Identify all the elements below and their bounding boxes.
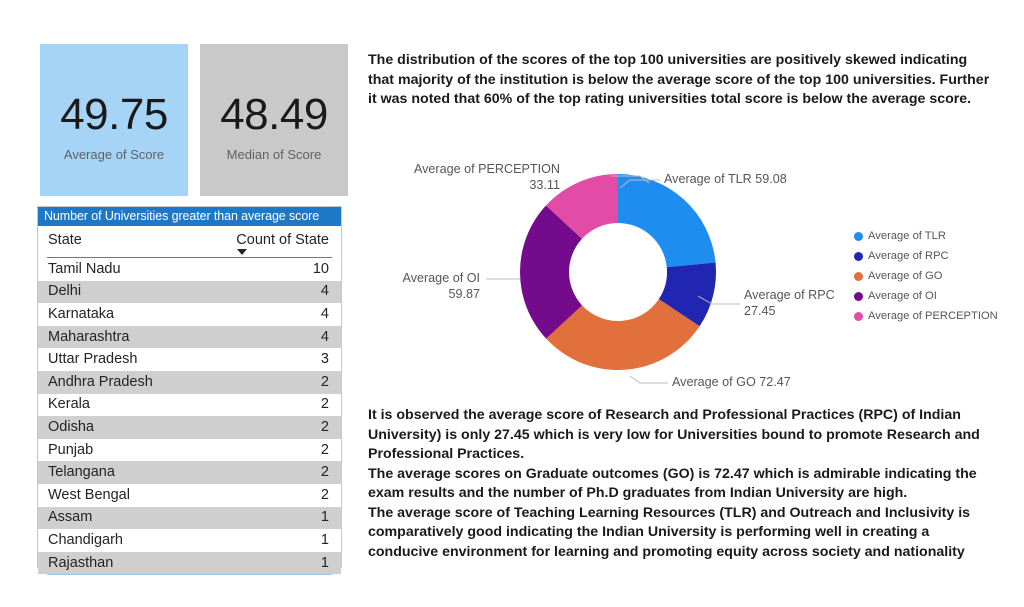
table-row[interactable] [38,371,341,394]
table-row[interactable] [38,416,341,439]
legend-label: Average of GO [868,270,943,282]
cell-state: Maharashtra [48,328,130,345]
legend-swatch-icon [854,252,863,261]
legend-label: Average of TLR [868,230,946,242]
cell-state: West Bengal [48,486,130,503]
table-row[interactable] [38,484,341,507]
column-header-state[interactable]: State [48,232,82,248]
callout-go-line1: Average of GO 72.47 [672,375,791,389]
donut-chart[interactable] [508,168,728,376]
legend-swatch-icon [854,312,863,321]
kpi-card-average-of-score[interactable] [40,44,188,196]
table-row[interactable] [38,552,341,575]
legend-label: Average of RPC [868,250,949,262]
callout-go [672,375,791,391]
cell-count: 1 [320,509,329,526]
narrative-bottom-text-3: The average score of Teaching Learning Resources (TLR) and Outreach and Inclusivity is comparatively good indicating the Indian University is performing well in creating a conducive environment for learning and promoting equity across society and nationality [368,504,971,560]
callout-perception-line1: Average of PERCEPTION [413,162,560,176]
table-title: Number of Universities greater than average score [38,207,341,226]
callout-tlr [664,172,787,188]
legend-item[interactable] [854,290,998,302]
callout-oi-line1: Average of OI [402,271,480,285]
table-body [38,258,341,574]
table-row[interactable] [38,348,341,371]
cell-state: Telangana [48,464,115,481]
table-row[interactable] [38,394,341,417]
callout-rpc-line2: 27.45 [744,303,776,318]
cell-count: 4 [320,305,329,322]
donut-slice-average-of-tlr[interactable] [618,174,716,267]
sort-descending-icon[interactable] [237,249,247,255]
cell-count: 4 [320,283,329,300]
narrative-bottom [368,406,993,562]
kpi-label: Average of Score [63,146,165,162]
cell-count: 2 [320,486,329,503]
donut-chart-area [368,152,998,400]
cell-state: Odisha [48,418,94,435]
legend-label: Average of PERCEPTION [868,310,998,322]
legend-item[interactable] [854,230,998,242]
cell-count: 2 [320,418,329,435]
callout-perception [392,162,560,193]
cell-count: 2 [320,396,329,413]
table-row[interactable] [38,529,341,552]
kpi-card-group [40,44,348,196]
donut-chart-svg [508,168,728,376]
cell-count: 10 [312,260,329,277]
column-header-count-label: Count of State [236,232,329,248]
universities-table-panel [37,206,342,571]
legend-label: Average of OI [868,290,937,302]
cell-state: Uttar Pradesh [48,351,138,368]
table-row[interactable] [38,326,341,349]
table-row[interactable] [38,507,341,530]
legend-swatch-icon [854,232,863,241]
cell-count: 2 [320,441,329,458]
cell-state: Assam [48,509,93,526]
cell-state: Tamil Nadu [48,260,121,277]
cell-count: 1 [320,554,329,571]
callout-tlr-line1: Average of TLR 59.08 [664,172,787,186]
cell-state: Kerala [48,396,90,413]
table-header-row [38,226,341,255]
cell-state: Delhi [48,283,82,300]
kpi-label: Median of Score [226,146,322,162]
cell-state: Chandigarh [48,531,123,548]
narrative-top-text: The distribution of the scores of the top 100 universities are positively skewed indicating that majority of the institution is below the average score of the top 100 universities. Further it was noted that 60% of the top rating universities total score is below the average score. [368,52,990,107]
kpi-value: 48.49 [220,89,328,139]
callout-rpc [744,288,835,319]
table-row[interactable] [38,303,341,326]
cell-state: Karnataka [48,305,115,322]
narrative-bottom-text-2: The average scores on Graduate outcomes (GO) is 72.47 which is admirable indicating the exam results and the number of Ph.D graduates from Indian University are high. [368,465,977,501]
table-row[interactable] [38,461,341,484]
cell-count: 3 [320,351,329,368]
callout-rpc-line1: Average of RPC [744,288,835,302]
legend-swatch-icon [854,292,863,301]
callout-oi [358,271,480,302]
kpi-card-median-of-score[interactable] [200,44,348,196]
callout-oi-line2: 59.87 [448,286,480,301]
table-row[interactable] [38,439,341,462]
legend-item[interactable] [854,250,998,262]
chart-legend [854,230,998,330]
cell-count: 4 [320,328,329,345]
legend-item[interactable] [854,270,998,282]
cell-state: Punjab [48,441,94,458]
kpi-value: 49.75 [60,89,168,139]
legend-swatch-icon [854,272,863,281]
legend-item[interactable] [854,310,998,322]
table-row[interactable] [38,281,341,304]
cell-state: Rajasthan [48,554,114,571]
cell-state: Andhra Pradesh [48,373,153,390]
table-footer-divider [47,574,332,575]
cell-count: 1 [320,531,329,548]
cell-count: 2 [320,464,329,481]
callout-perception-line2: 33.11 [529,177,560,192]
cell-count: 2 [320,373,329,390]
narrative-bottom-text-1: It is observed the average score of Research and Professional Practices (RPC) of Indian University) is only 27.45 which is very low for Universities bound to promote Research and Professional Practices. [368,407,980,462]
column-header-count-of-state[interactable] [236,232,329,255]
table-row[interactable] [38,258,341,281]
narrative-top [368,51,993,110]
